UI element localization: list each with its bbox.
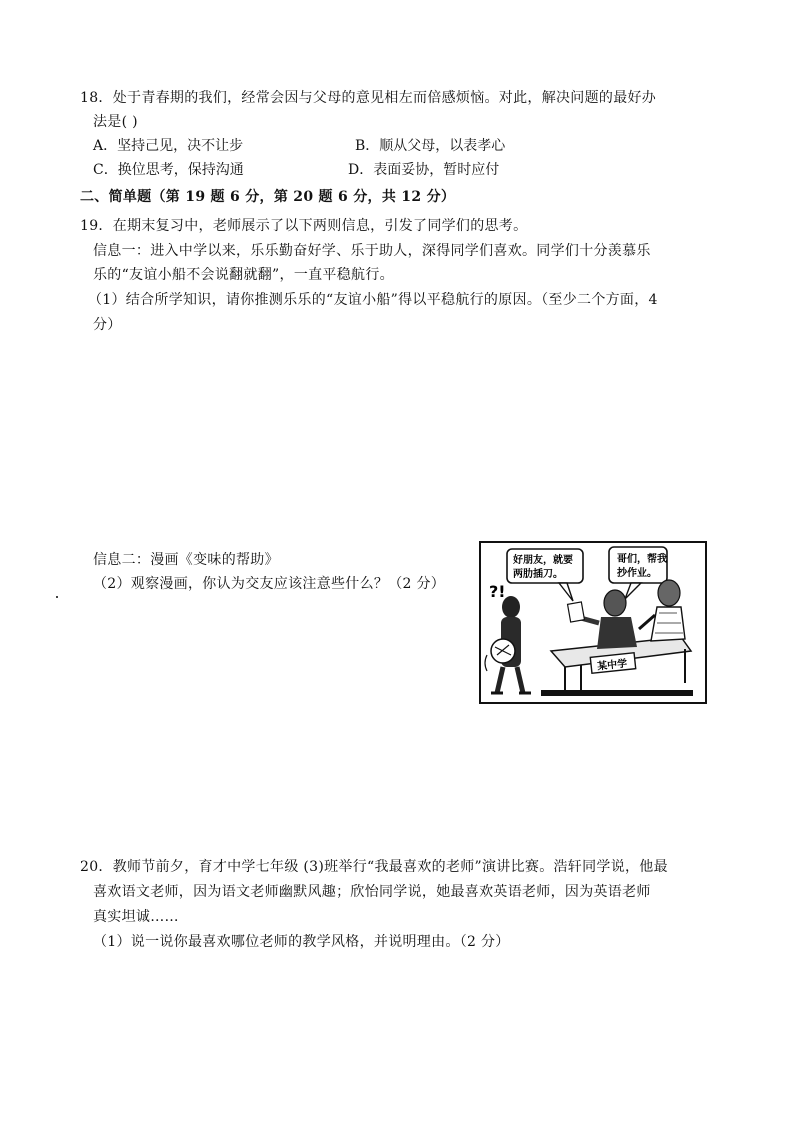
q19-sub1-line2: 分） xyxy=(93,317,122,333)
q19-sub2: （2）观察漫画，你认为交友应该注意些什么？（2 分） xyxy=(93,576,446,592)
cartoon-changed-help xyxy=(479,541,707,704)
desk-label: 某中学 xyxy=(596,658,628,673)
q18-option-d: D．表面妥协，暂时应付 xyxy=(348,162,500,178)
q19-intro: 19．在期末复习中，老师展示了以下两则信息，引发了同学们的思考。 xyxy=(80,218,528,234)
scan-speck xyxy=(56,596,58,598)
q18-option-a: A．坚持己见，决不让步 xyxy=(93,138,244,154)
speech-bubble-right-tail xyxy=(625,583,641,599)
q19-sub1-line1: （1）结合所学知识，请你推测乐乐的“友谊小船”得以平稳航行的原因。（至少二个方面，4 xyxy=(88,292,658,308)
q20-stem-line1: 20．教师节前夕，育才中学七年级 (3)班举行“我最喜欢的老师”演讲比赛。浩轩同学说，他最 xyxy=(80,859,668,875)
q19-info2: 信息二：漫画《变味的帮助》 xyxy=(93,552,279,568)
section-2-title: 二、简单题（第 19 题 6 分，第 20 题 6 分，共 12 分） xyxy=(80,189,456,205)
friend-figure-right xyxy=(639,580,685,641)
cartoon-illustration xyxy=(481,543,705,702)
q19-info1-line2: 乐的“友谊小船不会说翻就翻”，一直平稳航行。 xyxy=(93,267,394,283)
bubble-right-text-2: 抄作业。 xyxy=(617,568,657,579)
q18-stem-line2: 法是( ) xyxy=(93,114,138,130)
q20-sub1: （1）说一说你最喜欢哪位老师的教学风格，并说明理由。（2 分） xyxy=(93,934,510,950)
friend-figure-middle xyxy=(568,590,637,649)
bubble-left-text-1: 好朋友，就要 xyxy=(513,555,573,566)
q19-info1-line1: 信息一：进入中学以来，乐乐勤奋好学、乐于助人，深得同学们喜欢。同学们十分羡慕乐 xyxy=(93,243,651,259)
question-marks: ?! xyxy=(489,582,506,601)
speech-bubble-left-tail xyxy=(559,583,573,601)
bubble-left-text-2: 两肋插刀。 xyxy=(513,569,563,580)
q18-option-c: C．换位思考，保持沟通 xyxy=(93,162,244,178)
q20-stem-line3: 真实坦诚…… xyxy=(93,909,179,925)
q20-stem-line2: 喜欢语文老师，因为语文老师幽默风趣；欣怡同学说，她最喜欢英语老师，因为英语老师 xyxy=(93,884,651,900)
confused-student-figure xyxy=(485,596,531,693)
homework-paper xyxy=(568,602,585,622)
q18-stem-line1: 18．处于青春期的我们，经常会因与父母的意见相左而倍感烦恼。对此，解决问题的最好办 xyxy=(80,90,657,106)
bubble-right-text-1: 哥们，帮我 xyxy=(617,554,667,565)
q18-option-b: B．顺从父母，以表孝心 xyxy=(355,138,506,154)
